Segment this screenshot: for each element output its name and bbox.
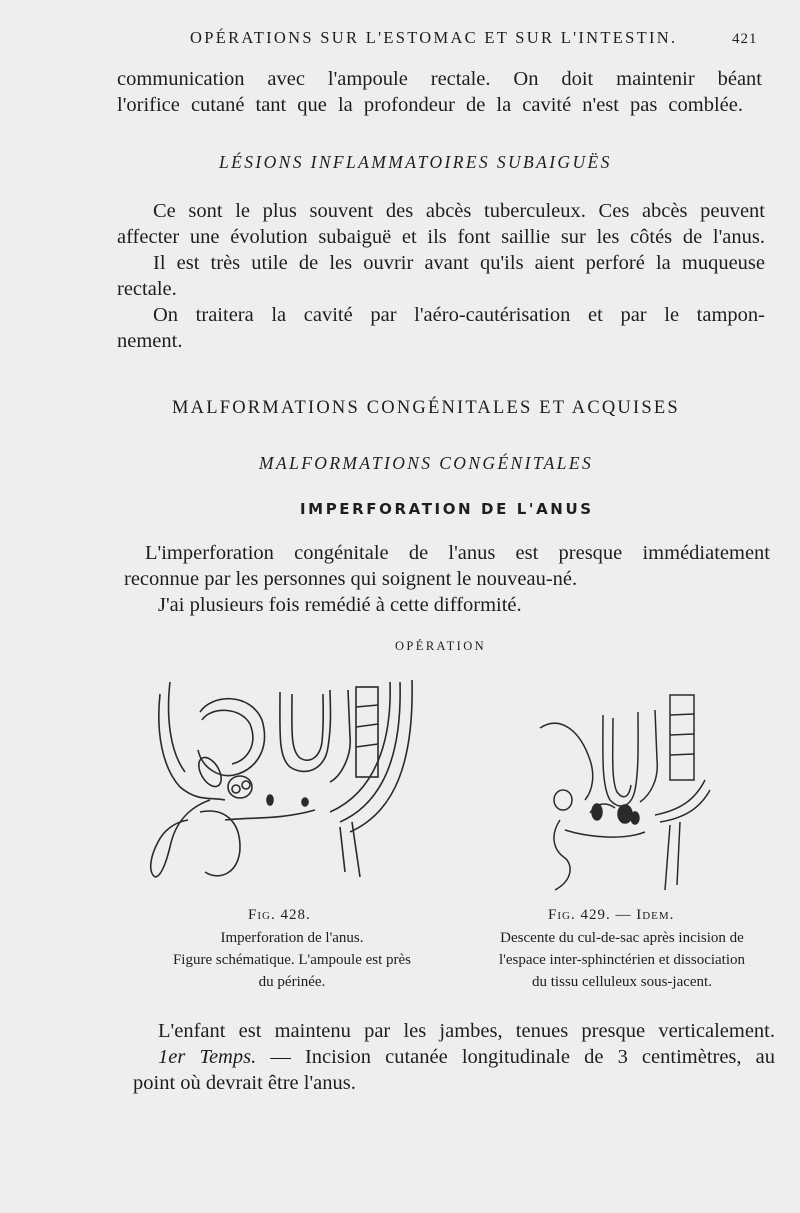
figure-429-caption-line-3: du tissu celluleux sous-jacent. xyxy=(532,974,712,990)
figure-429-illustration xyxy=(535,690,715,895)
running-header: OPÉRATIONS SUR L'ESTOMAC ET SUR L'INTESTIN. xyxy=(190,28,678,47)
section-title-malformations: MALFORMATIONS CONGÉNITALES ET ACQUISES xyxy=(172,398,680,418)
imperforation-p2-line-1: J'ai plusieurs fois remédié à cette difformité. xyxy=(158,594,522,616)
figure-429-number: Fig. 429. — Idem. xyxy=(548,907,675,923)
step-label: 1er Temps. xyxy=(158,1046,257,1068)
lesions-p1-line-1: Ce sont le plus souvent des abcès tuberculeux. Ces abcès peuvent xyxy=(153,200,765,222)
figure-428-caption-line-1: Imperforation de l'anus. xyxy=(220,930,364,946)
subtitle-congenital: MALFORMATIONS CONGÉNITALES xyxy=(259,453,594,473)
figure-429-caption-line-2: l'espace inter-sphinctérien et dissociation xyxy=(498,952,746,968)
figure-428-caption-line-3: du périnée. xyxy=(258,974,326,990)
page-number: 421 xyxy=(732,31,758,47)
closing-p2-line-1 xyxy=(158,1044,775,1070)
lesions-p3-line-1: On traitera la cavité par l'aéro-cautérisation et par le tampon- xyxy=(153,304,765,326)
lesions-p2-line-1: Il est très utile de les ouvrir avant qu'ils aient perforé la muqueuse xyxy=(153,252,765,274)
figure-429-caption-line-1: Descente du cul-de-sac après incision de xyxy=(500,930,744,946)
operation-heading: OPÉRATION xyxy=(395,639,487,653)
lesions-p3-line-2: nement. xyxy=(117,330,183,352)
imperforation-p1-line-1: L'imperforation congénitale de l'anus est presque immédiatement xyxy=(145,542,770,564)
lesions-p1-line-2: affecter une évolution subaiguë et ils font saillie sur les côtés de l'anus. xyxy=(117,226,765,248)
figure-428-number: Fig. 428. xyxy=(248,907,311,923)
subsubtitle-imperforation: IMPERFORATION DE L'ANUS xyxy=(300,500,594,518)
imperforation-p1-line-2: reconnue par les personnes qui soignent le nouveau-né. xyxy=(124,568,578,590)
closing-p2-line-2: point où devrait être l'anus. xyxy=(133,1072,356,1094)
section-title-lesions: LÉSIONS INFLAMMATOIRES SUBAIGUËS xyxy=(219,152,612,172)
intro-line-1: communication avec l'ampoule rectale. On doit maintenir béant xyxy=(117,68,762,90)
step-text: — Incision cutanée longitudinale de 3 centimètres, au xyxy=(270,1046,775,1068)
figure-428-caption-line-2: Figure schématique. L'ampoule est près xyxy=(172,952,412,968)
figure-428-illustration xyxy=(140,672,440,884)
intro-line-2: l'orifice cutané tant que la profondeur de la cavité n'est pas comblée. xyxy=(117,94,743,116)
closing-p1-line-1: L'enfant est maintenu par les jambes, tenues presque verticalement. xyxy=(158,1020,775,1042)
lesions-p2-line-2: rectale. xyxy=(117,278,177,300)
